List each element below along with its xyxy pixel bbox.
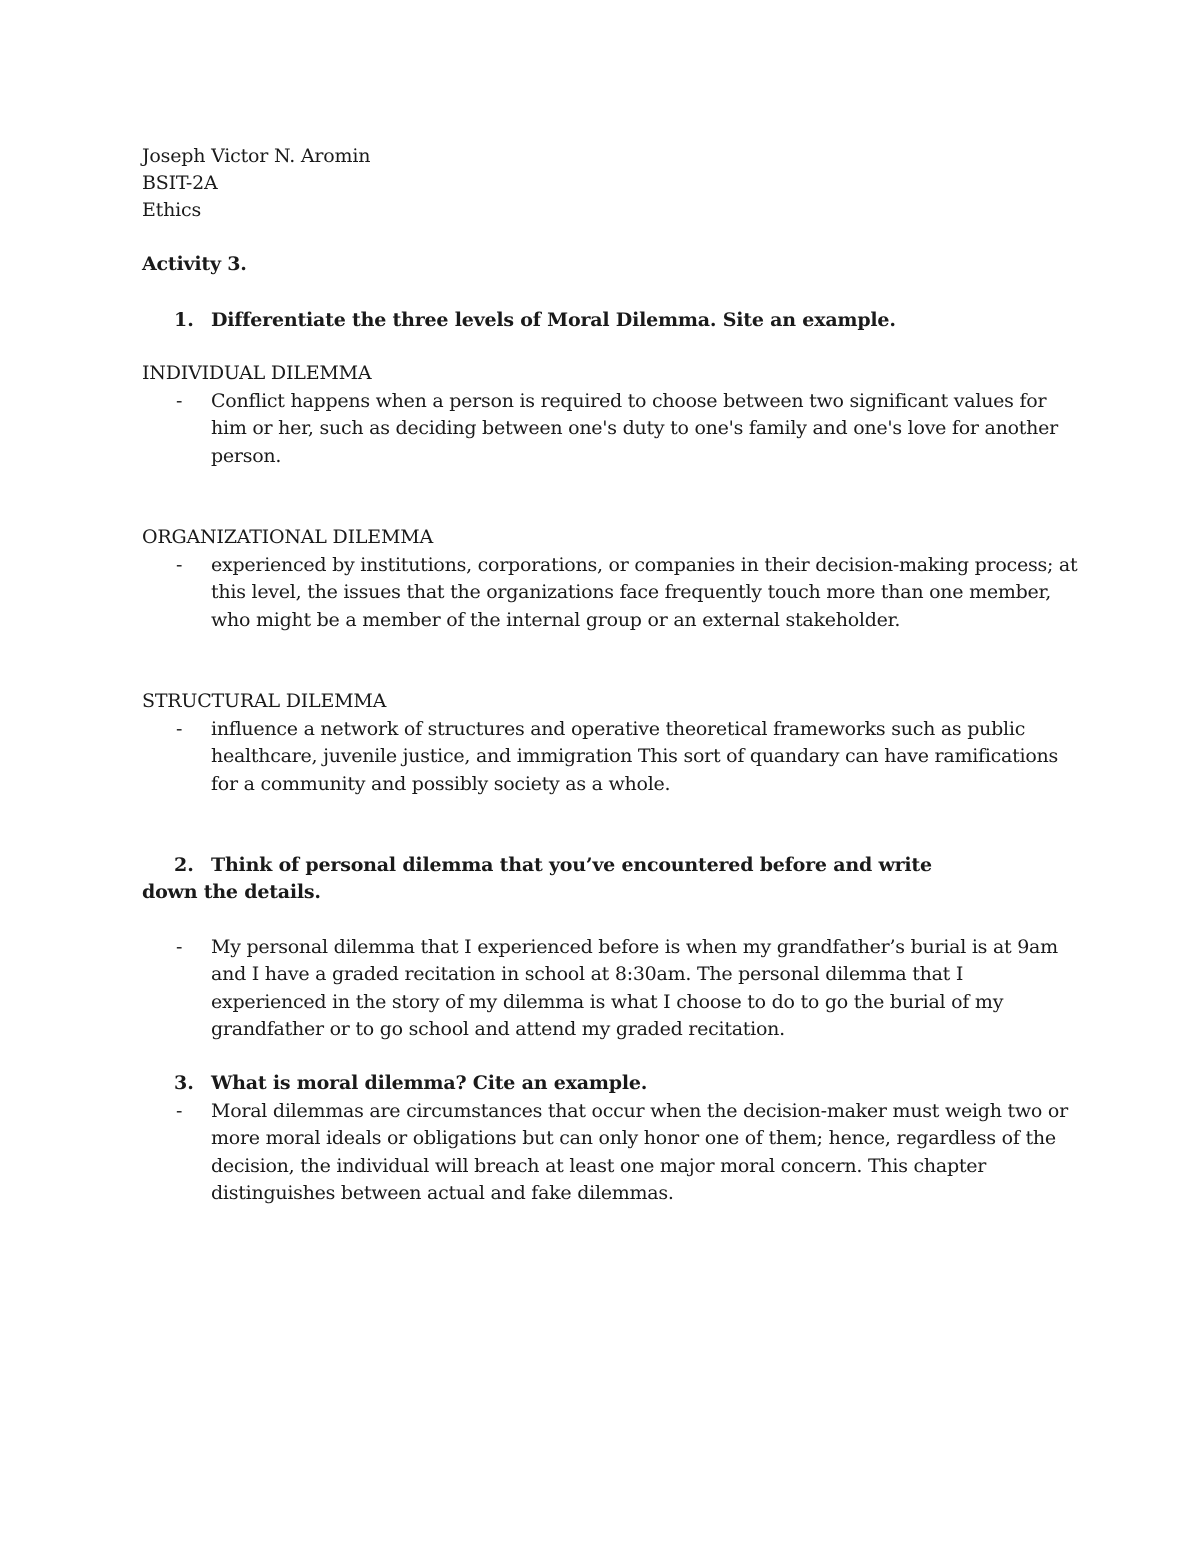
individual-dilemma-heading: INDIVIDUAL DILEMMA: [142, 362, 372, 384]
question-2-answer: My personal dilemma that I experienced before is when my grandfather’s burial is at 9am and I have a graded recitation in school at 8:30am. The personal dilemma that I experienced in the story of my dilemma is what I choose to do to go the burial of my grandfather or to go school and attend my graded recitation.: [211, 936, 1058, 1041]
question-3-answer: Moral dilemmas are circumstances that occur when the decision-maker must weigh two or more moral ideals or obligations but can only honor one of them; hence, regardless of the decision, the individual will breach at least one major moral concern. This chapter distinguishes between actual and fake dilemmas.: [211, 1100, 1068, 1205]
student-section: BSIT-2A: [142, 172, 218, 194]
structural-dilemma-heading: STRUCTURAL DILEMMA: [142, 690, 387, 712]
question-3-number: 3.: [174, 1072, 194, 1094]
structural-dilemma-dash: -: [176, 718, 183, 740]
question-3-text: What is moral dilemma? Cite an example.: [211, 1072, 648, 1094]
student-name: Joseph Victor N. Aromin: [142, 145, 371, 167]
question-2-number: 2.: [174, 854, 194, 876]
question-3-dash: -: [176, 1100, 183, 1122]
organizational-dilemma-heading: ORGANIZATIONAL DILEMMA: [142, 526, 434, 548]
question-2-text-line2: down the details.: [142, 881, 321, 903]
question-2-dash: -: [176, 936, 183, 958]
organizational-dilemma-body: experienced by institutions, corporations, or companies in their decision-making process; at this level, the issues that the organizations face frequently touch more than one member, who might be a member of the internal group or an external stakeholder.: [211, 554, 1078, 631]
question-1-text: Differentiate the three levels of Moral Dilemma. Site an example.: [211, 309, 896, 331]
question-1-number: 1.: [174, 309, 194, 331]
individual-dilemma-dash: -: [176, 390, 183, 412]
question-2-text-line1: Think of personal dilemma that you’ve encountered before and write: [211, 854, 932, 876]
individual-dilemma-body: Conflict happens when a person is required to choose between two significant values for him or her, such as deciding between one's duty to one's family and one's love for another person.: [211, 390, 1059, 467]
subject-name: Ethics: [142, 199, 202, 221]
activity-title: Activity 3.: [142, 253, 247, 275]
organizational-dilemma-dash: -: [176, 554, 183, 576]
structural-dilemma-body: influence a network of structures and operative theoretical frameworks such as public healthcare, juvenile justice, and immigration This sort of quandary can have ramifications for a community and possibly society as a whole.: [211, 718, 1059, 795]
